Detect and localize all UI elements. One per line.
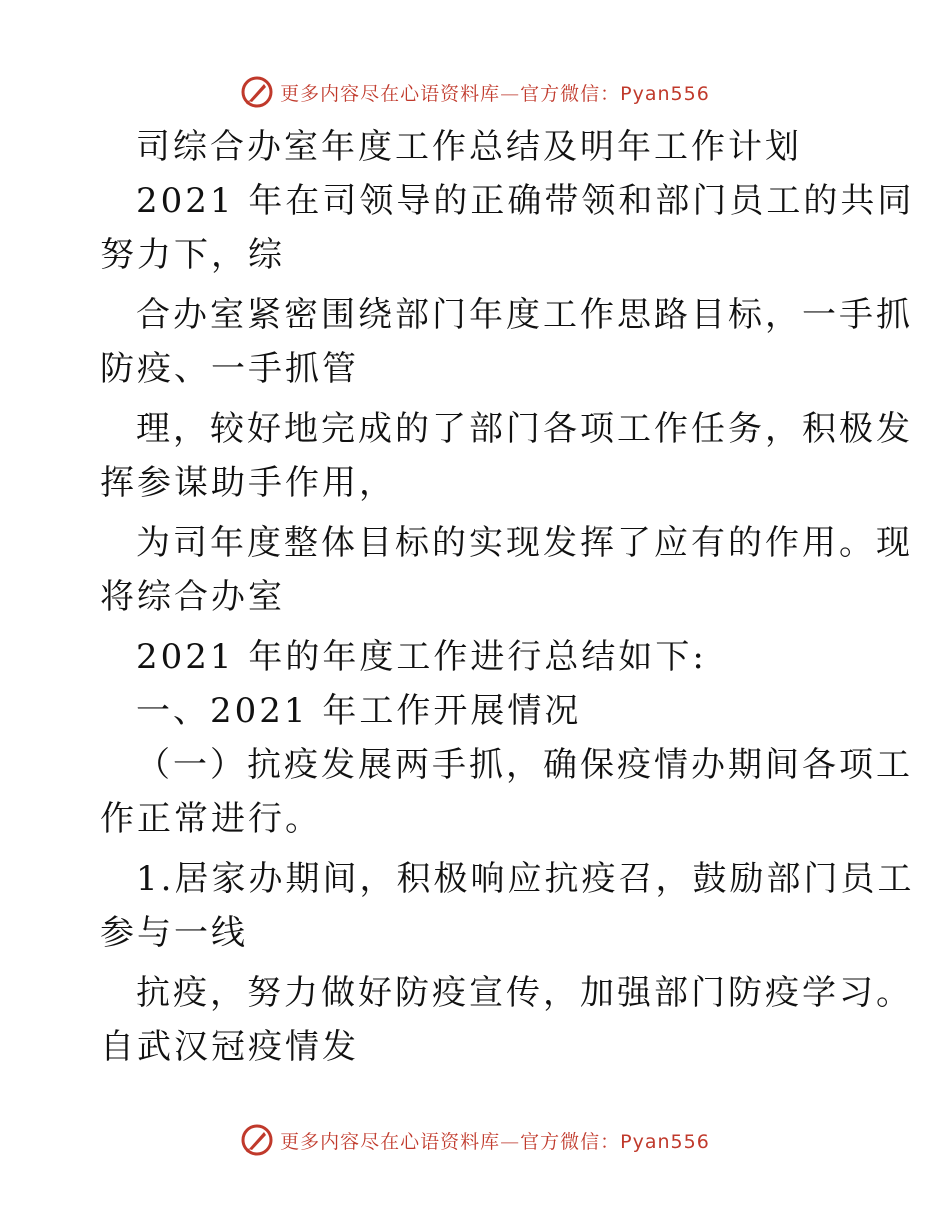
feather-logo-icon (240, 75, 274, 109)
paragraph-line: 抗疫，努力做好防疫宣传，加强部门防疫学习。 (136, 973, 913, 1013)
paragraph-line: 自武汉冠疫情发 (100, 1027, 359, 1067)
watermark-text: 更多内容尽在心语资料库—官方微信：Pyan556 (280, 1130, 710, 1153)
section-heading: 一、2021 年工作开展情况 (136, 691, 582, 731)
paragraph-line: 2021 年在司领导的正确带领和部门员工的共同 (136, 181, 915, 221)
paragraph-line: 防疫、一手抓管 (100, 349, 359, 389)
paragraph-line: 努力下，综 (100, 235, 285, 275)
paragraph-line: 挥参谋助手作用， (100, 463, 396, 503)
paragraph-line: 为司年度整体目标的实现发挥了应有的作用。现 (136, 523, 913, 563)
watermark-text: 更多内容尽在心语资料库—官方微信：Pyan556 (280, 82, 710, 105)
watermark-banner-bottom (0, 1118, 950, 1162)
paragraph-line: 合办室紧密围绕部门年度工作思路目标，一手抓 (136, 295, 913, 335)
paragraph-line: 1.居家办期间，积极响应抗疫召，鼓励部门员工 (136, 859, 915, 899)
watermark-banner-top (0, 70, 950, 114)
paragraph-line: 2021 年的年度工作进行总结如下: (136, 637, 707, 677)
paragraph-line: 将综合办室 (100, 577, 285, 617)
feather-logo-icon (240, 1123, 274, 1157)
document-title: 司综合办室年度工作总结及明年工作计划 (136, 127, 802, 167)
paragraph-line: 理，较好地完成的了部门各项工作任务，积极发 (136, 409, 913, 449)
subsection-heading: （一）抗疫发展两手抓，确保疫情办期间各项工 (136, 745, 913, 785)
document-body (100, 120, 915, 1074)
paragraph-line: 参与一线 (100, 913, 248, 953)
paragraph-line: 作正常进行。 (100, 799, 322, 839)
